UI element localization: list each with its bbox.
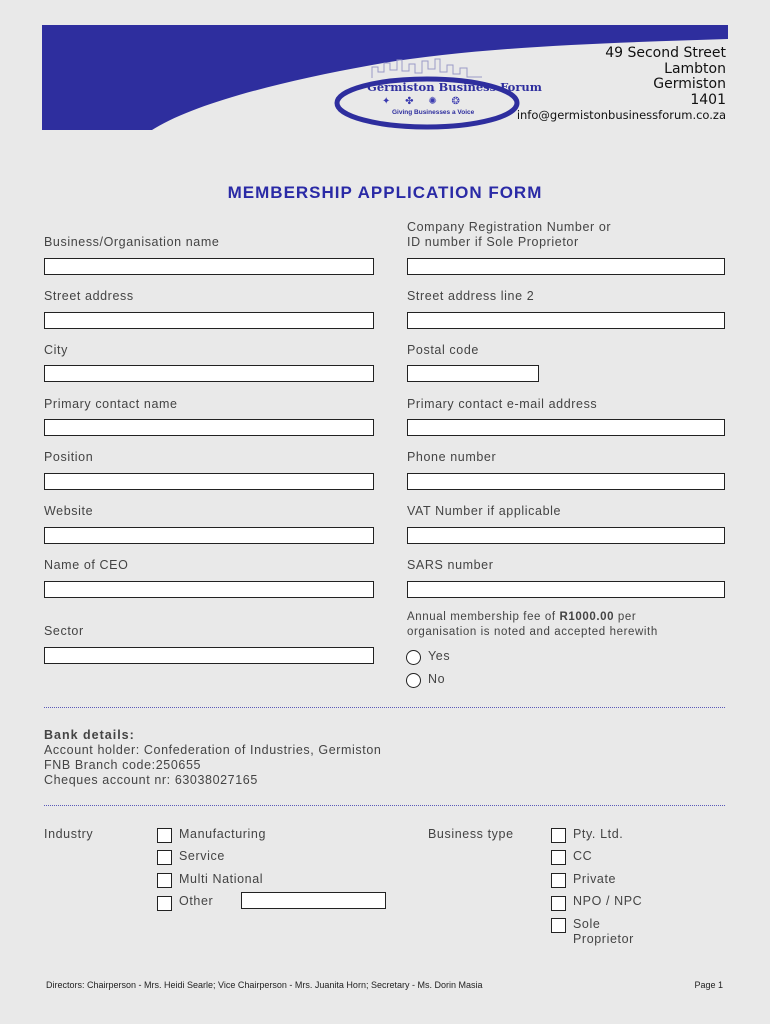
org-email: info@germistonbusinessforum.co.za — [516, 108, 726, 122]
org-address — [517, 46, 726, 124]
type-option-label: CC — [573, 849, 593, 863]
label-contact-email: Primary contact e-mail address — [407, 397, 598, 411]
type-cc-checkbox[interactable] — [551, 850, 566, 865]
bank-heading: Bank details: — [44, 728, 135, 742]
industry-other-field[interactable] — [241, 892, 386, 909]
type-option-label-line2: Proprietor — [573, 932, 634, 946]
fee-no-label: No — [428, 672, 446, 686]
business-name-field[interactable] — [44, 258, 374, 275]
label-sector: Sector — [44, 624, 84, 638]
industry-option-label: Service — [179, 849, 225, 863]
contact-name-field[interactable] — [44, 419, 374, 436]
sars-field[interactable] — [407, 581, 725, 598]
label-ceo: Name of CEO — [44, 558, 129, 572]
phone-field[interactable] — [407, 473, 725, 490]
label-company-reg — [407, 220, 611, 250]
type-sole-proprietor-checkbox[interactable] — [551, 918, 566, 933]
position-field[interactable] — [44, 473, 374, 490]
type-option-label-line1: Sole — [573, 917, 601, 931]
industry-option-label: Multi National — [179, 872, 264, 886]
street-address2-field[interactable] — [407, 312, 725, 329]
fee-amount: R1000.00 — [559, 611, 615, 623]
form-title: MEMBERSHIP APPLICATION FORM — [227, 183, 543, 202]
fee-text-end: per — [614, 611, 637, 623]
fee-no-radio[interactable] — [406, 673, 421, 688]
label-postal: Postal code — [407, 343, 479, 357]
logo-people-icon: ✦ ✤ ✺ ❂ — [382, 96, 466, 107]
website-field[interactable] — [44, 527, 374, 544]
address-line: Lambton — [664, 60, 726, 77]
footer-directors: Directors: Chairperson - Mrs. Heidi Searle; Vice Chairperson - Mrs. Juanita Horn; Secretary - Ms. Dorin Masia — [46, 980, 483, 990]
label-business-name: Business/Organisation name — [44, 235, 220, 249]
logo-tagline: Giving Businesses a Voice — [392, 109, 475, 116]
type-option-label: Private — [573, 872, 617, 886]
page-number: Page 1 — [694, 980, 723, 990]
membership-fee-note — [407, 610, 658, 640]
type-option-label — [573, 917, 634, 947]
label-phone: Phone number — [407, 450, 497, 464]
type-npo-checkbox[interactable] — [551, 896, 566, 911]
postal-code-field[interactable] — [407, 365, 539, 382]
divider — [44, 805, 725, 806]
vat-field[interactable] — [407, 527, 725, 544]
industry-label: Industry — [44, 827, 94, 841]
industry-option-label: Other — [179, 894, 214, 908]
fee-text-line2: organisation is noted and accepted herewith — [407, 626, 658, 638]
fee-text: Annual membership fee of — [407, 611, 560, 623]
address-line: 49 Second Street — [605, 45, 726, 61]
label-contact-name: Primary contact name — [44, 397, 178, 411]
ceo-field[interactable] — [44, 581, 374, 598]
label-position: Position — [44, 450, 94, 464]
business-type-label: Business type — [428, 827, 514, 841]
type-option-label: Pty. Ltd. — [573, 827, 624, 841]
label-company-reg-line2: ID number if Sole Proprietor — [407, 235, 579, 249]
label-street: Street address — [44, 289, 134, 303]
industry-other-checkbox[interactable] — [157, 896, 172, 911]
street-address-field[interactable] — [44, 312, 374, 329]
address-line: Germiston — [653, 76, 726, 92]
bank-branch: FNB Branch code:250655 — [44, 758, 202, 772]
label-vat: VAT Number if applicable — [407, 504, 562, 518]
type-private-checkbox[interactable] — [551, 873, 566, 888]
fee-yes-label: Yes — [428, 649, 451, 663]
logo-title: Germiston Business Forum — [367, 80, 542, 94]
label-sars: SARS number — [407, 558, 494, 572]
city-field[interactable] — [44, 365, 374, 382]
sector-field[interactable] — [44, 647, 374, 664]
type-option-label: NPO / NPC — [573, 894, 643, 908]
contact-email-field[interactable] — [407, 419, 725, 436]
industry-service-checkbox[interactable] — [157, 850, 172, 865]
label-city: City — [44, 343, 68, 357]
industry-option-label: Manufacturing — [179, 827, 267, 841]
address-line: 1401 — [690, 91, 726, 108]
bank-details — [44, 728, 381, 788]
type-ptyltd-checkbox[interactable] — [551, 828, 566, 843]
label-website: Website — [44, 504, 94, 518]
bank-account: Cheques account nr: 63038027165 — [44, 773, 258, 787]
label-company-reg-line1: Company Registration Number or — [407, 220, 612, 234]
industry-manufacturing-checkbox[interactable] — [157, 828, 172, 843]
bank-holder: Account holder: Confederation of Industries, Germiston — [44, 743, 382, 757]
divider — [44, 707, 725, 708]
company-reg-field[interactable] — [407, 258, 725, 275]
label-street2: Street address line 2 — [407, 289, 535, 303]
industry-multinational-checkbox[interactable] — [157, 873, 172, 888]
fee-yes-radio[interactable] — [406, 650, 421, 665]
